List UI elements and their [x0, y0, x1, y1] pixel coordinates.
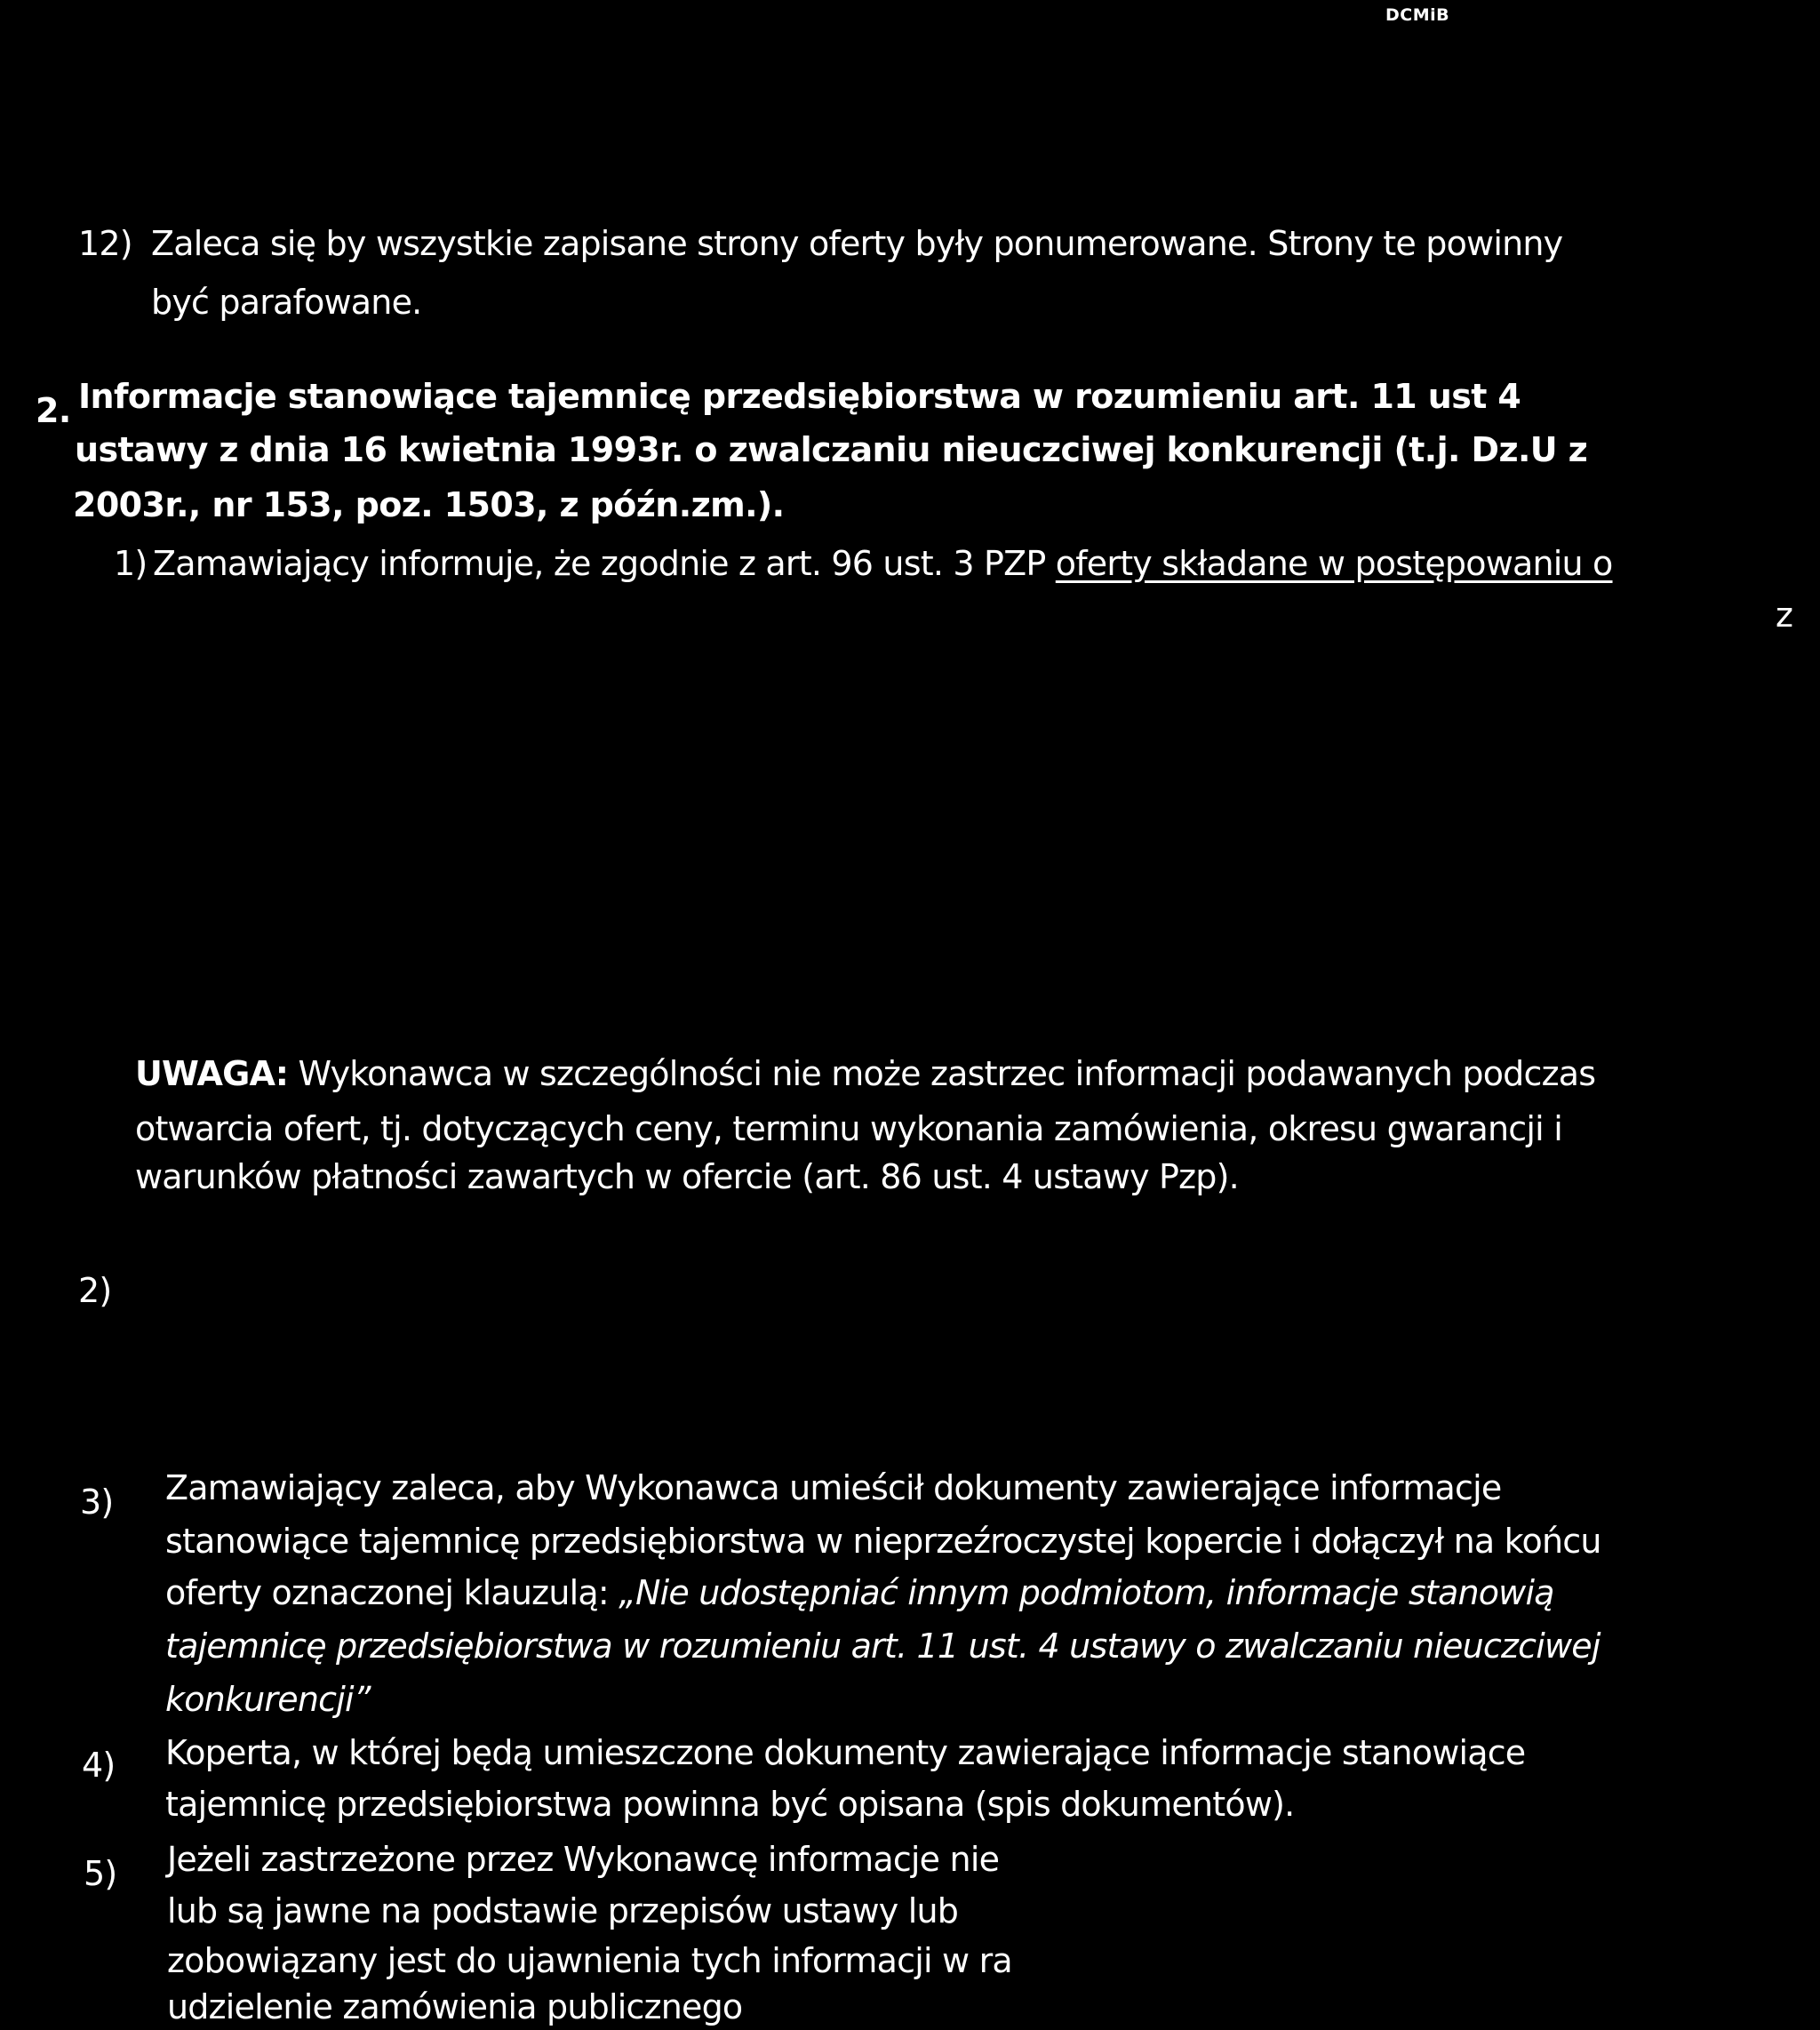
item-3-line-3-italic: „Nie udostępniać innym podmiotom, informacje stanowią [619, 1573, 1554, 1612]
section-2-title-line-2: ustawy z dnia 16 kwietnia 1993r. o zwalczaniu nieuczciwej konkurencji (t.j. Dz.U z [75, 430, 1588, 469]
item-4-line-2: tajemnicę przedsiębiorstwa powinna być opisana (spis dokumentów). [165, 1785, 1295, 1824]
item-4-number: 4) [82, 1746, 116, 1785]
uwaga-line-2: otwarcia ofert, tj. dotyczących ceny, terminu wykonania zamówienia, okresu gwarancji i [135, 1109, 1562, 1148]
section-2-number: 2. [36, 391, 71, 430]
item-2-number: 2) [78, 1271, 112, 1310]
item-5-line-4: udzielenie zamówienia publicznego [167, 1987, 743, 2026]
item-1-trailing-fragment: z [1776, 595, 1793, 635]
uwaga-line-1-text: Wykonawca w szczególności nie może zastrzec informacji podawanych podczas [288, 1054, 1596, 1093]
item-4-line-1: Koperta, w której będą umieszczone dokumenty zawierające informacje stanowiące [165, 1733, 1526, 1772]
item-12-number: 12) [78, 224, 132, 263]
uwaga-line-1 [135, 1054, 1595, 1093]
uwaga-line-3: warunków płatności zawartych w ofercie (art. 86 ust. 4 ustawy Pzp). [135, 1157, 1239, 1196]
item-5-line-3: zobowiązany jest do ujawnienia tych informacji w ra [167, 1941, 1012, 1980]
item-12-line-1: Zaleca się by wszystkie zapisane strony oferty były ponumerowane. Strony te powinny [151, 224, 1563, 263]
document-header-tag: DCMiB [1385, 5, 1450, 25]
item-3-line-4: tajemnicę przedsiębiorstwa w rozumieniu art. 11 ust. 4 ustawy o zwalczaniu nieuczciwej [165, 1626, 1600, 1666]
item-3-line-3 [165, 1573, 1554, 1612]
uwaga-label: UWAGA: [135, 1054, 289, 1093]
item-3-number: 3) [80, 1483, 114, 1522]
item-3-line-2: stanowiące tajemnicę przedsiębiorstwa w nieprzeźroczystej kopercie i dołączył na końcu [165, 1522, 1601, 1561]
section-2-title-line-1: Informacje stanowiące tajemnicę przedsiębiorstwa w rozumieniu art. 11 ust 4 [78, 377, 1521, 416]
item-5-number: 5) [84, 1854, 117, 1893]
item-1-line-1 [153, 544, 1613, 583]
item-1-text-underlined: oferty składane w postępowaniu o [1055, 544, 1613, 583]
item-12-line-2: być parafowane. [151, 283, 422, 322]
item-3-line-5: konkurencji” [165, 1680, 371, 1719]
section-2-title-line-3: 2003r., nr 153, poz. 1503, z późn.zm.). [73, 485, 785, 524]
item-5-line-1: Jeżeli zastrzeżone przez Wykonawcę informacje nie [167, 1840, 1000, 1879]
item-5-line-2: lub są jawne na podstawie przepisów ustawy lub [167, 1891, 959, 1930]
item-1-text-plain: Zamawiający informuje, że zgodnie z art. 96 ust. 3 PZP [153, 544, 1056, 583]
item-1-number: 1) [114, 544, 148, 583]
item-3-line-3-plain: oferty oznaczonej klauzulą: [165, 1573, 619, 1612]
item-3-line-1: Zamawiający zaleca, aby Wykonawca umieścił dokumenty zawierające informacje [165, 1468, 1502, 1507]
